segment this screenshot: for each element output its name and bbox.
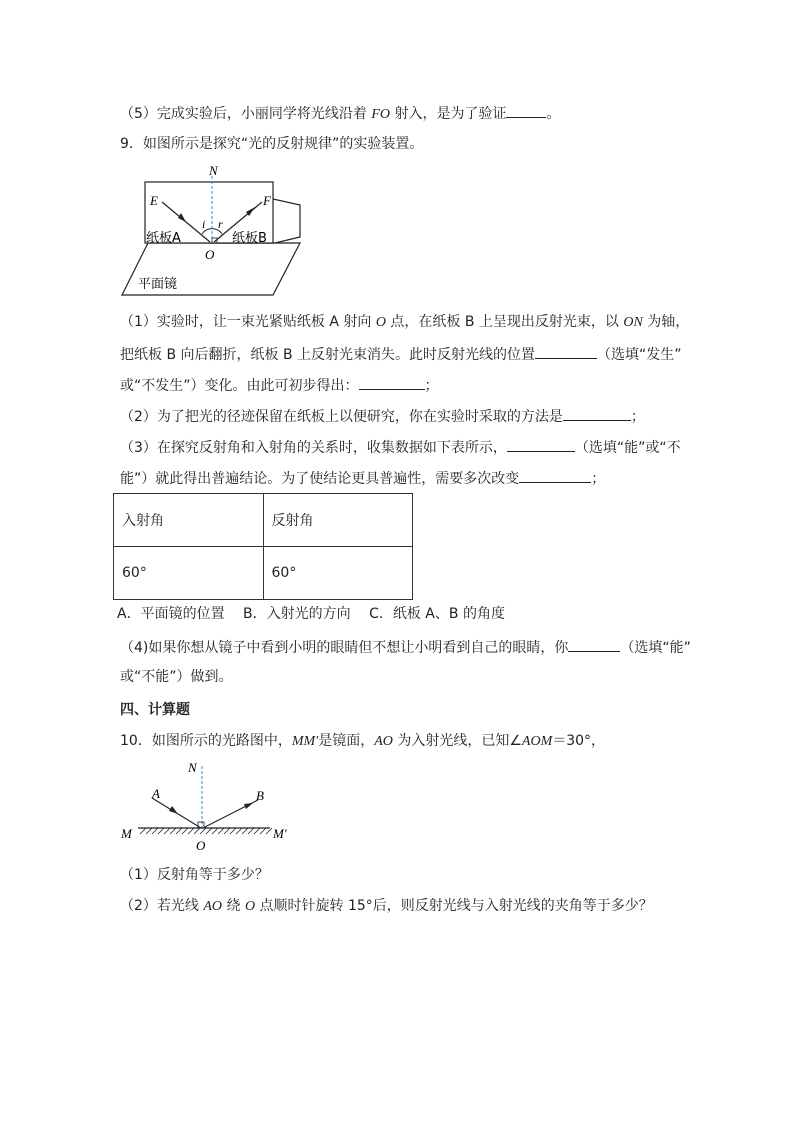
q8-part5-fo: FO	[371, 107, 391, 122]
q8-part5-text: （5）完成实验后，小丽同学将光线沿着	[120, 106, 372, 122]
text: 绕	[222, 898, 245, 914]
label-i: i	[202, 217, 206, 231]
label-mirror: 平面镜	[138, 277, 178, 292]
data-table	[113, 493, 413, 600]
text: 为入射光线，已知∠	[392, 733, 522, 749]
table-cell: 60°	[263, 547, 413, 600]
text: （选填“能”或“不	[574, 440, 681, 456]
table-cell: 60°	[114, 547, 264, 600]
label-O: O	[196, 838, 206, 853]
section-heading: 四、计算题	[120, 702, 190, 718]
text-o: O	[375, 315, 386, 330]
label-M-prime: M′	[273, 826, 287, 841]
q9-part3-line1	[120, 437, 681, 457]
label-board-b: 纸板B	[232, 231, 267, 246]
q8-part5	[120, 103, 560, 124]
label-F: F	[263, 193, 271, 208]
q9-part4-line1	[120, 637, 691, 657]
text: ；	[591, 471, 606, 487]
text-ao: AO	[203, 899, 223, 914]
text: ；	[424, 378, 439, 394]
label-r: r	[218, 217, 223, 231]
q10-part1: （1）反射角等于多少？	[120, 867, 269, 883]
text: 把纸板 B 向后翻折，纸板 B 上反射光束消失。此时反射光线的位置	[120, 347, 536, 363]
label-B: B	[256, 788, 264, 803]
text-mm: MM′	[291, 734, 319, 749]
table-row	[114, 494, 413, 547]
text: ＝30°，	[552, 733, 606, 749]
text: （选填“能”	[620, 640, 691, 656]
light-path-figure	[118, 758, 298, 856]
text: 或“不发生”）变化。由此可初步得出：	[120, 378, 359, 394]
answer-blank[interactable]	[359, 375, 425, 390]
text-ao: AO	[374, 734, 393, 749]
q8-part5-end: 。	[546, 106, 561, 122]
label-N: N	[188, 760, 197, 775]
text: 点，在纸板 B 上呈现出反射光束，以	[385, 314, 624, 330]
answer-blank[interactable]	[535, 344, 597, 359]
text: （3）在探究反射角和入射角的关系时，收集数据如下表所示，	[120, 440, 507, 456]
text: 为轴，	[642, 314, 690, 330]
table-row	[114, 547, 413, 600]
q10-title	[120, 732, 605, 751]
label-M: M	[121, 826, 132, 841]
q9-part2	[120, 406, 645, 426]
text: （1）实验时，让一束光紧贴纸板 A 射向	[120, 314, 376, 330]
text: 能”）就此得出普遍结论。为了使结论更具普遍性，需要多次改变	[120, 471, 520, 487]
answer-blank[interactable]	[563, 406, 631, 421]
q9-title: 9．如图所示是探究“光的反射规律”的实验装置。	[120, 136, 424, 152]
label-board-a: 纸板A	[146, 231, 181, 246]
answer-blank[interactable]	[506, 103, 546, 118]
reflection-apparatus-figure	[118, 162, 308, 298]
table-header-reflect: 反射角	[263, 494, 413, 547]
label-A: A	[152, 786, 160, 801]
text-aom: AOM	[521, 734, 553, 749]
q9-options: A．平面镜的位置 B．入射光的方向 C．纸板 A、B 的角度	[117, 606, 505, 622]
label-O: O	[205, 247, 215, 262]
text: ；	[630, 409, 645, 425]
q9-part1-line3	[120, 375, 439, 395]
text: （2）若光线	[120, 898, 204, 914]
text-o: O	[244, 899, 256, 914]
q9-part1-line2	[120, 344, 682, 364]
q8-part5-text-2: 射入，是为了验证	[390, 106, 507, 122]
label-N: N	[209, 163, 218, 178]
q9-part3-line2	[120, 468, 605, 488]
label-E: E	[150, 193, 158, 208]
q10-part2	[120, 897, 653, 916]
text: 10．如图所示的光路图中，	[120, 733, 292, 749]
text: （选填“发生”	[597, 347, 682, 363]
answer-blank[interactable]	[568, 637, 620, 652]
text: （4)如果你想从镜子中看到小明的眼睛但不想让小明看到自己的眼睛，你	[120, 640, 569, 656]
q9-part4-line2: 或“不能”）做到。	[120, 669, 233, 685]
text: 点顺时针旋转 15°后，则反射光线与入射光线的夹角等于多少？	[255, 898, 653, 914]
answer-blank[interactable]	[519, 468, 591, 483]
answer-blank[interactable]	[507, 437, 575, 452]
text: （2）为了把光的径迹保留在纸板上以便研究，你在实验时采取的方法是	[120, 409, 563, 425]
text: 是镜面，	[318, 733, 375, 749]
table-header-incident: 入射角	[114, 494, 264, 547]
q9-part1-line1	[120, 313, 689, 332]
text-on: ON	[623, 315, 643, 330]
